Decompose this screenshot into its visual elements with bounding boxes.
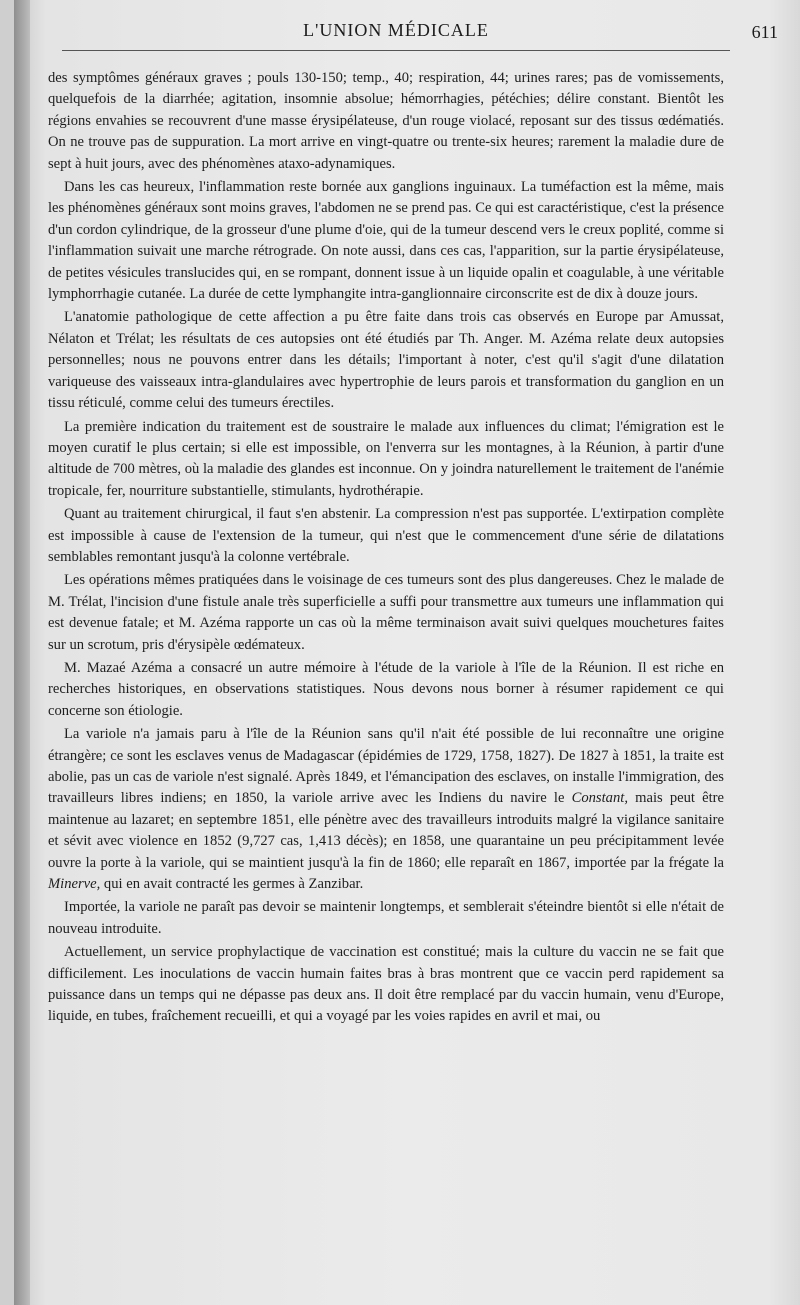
- journal-title: L'UNION MÉDICALE: [303, 20, 489, 40]
- ship-name-constant: Constant,: [571, 790, 628, 807]
- paragraph-operations-danger: Les opérations mêmes pratiquées dans le voisinage de ces tumeurs sont des plus dangereuses. Chez le malade de M. Trélat, l'incision d'une fistule anale très superficielle a suffi pour transmettre aux tumeurs une inflammation qui est devenue fatale; et M. Azéma rapporte un cas où la même terminaison avait suivi quelques mouchetures faites sur un scrotum, pris d'érysipèle œdémateux.: [48, 572, 724, 653]
- article-text: [48, 68, 724, 1030]
- paragraph-symptoms: des symptômes généraux graves ; pouls 130-150; temp., 40; respiration, 44; urines rares; pas de vomissements, quelquefois de la diarrhée; agitation, insomnie absolue; hémorrhagies, pétéchies; délire constant. Bientôt les régions envahies se recouvrent d'une masse érysipélateuse, d'un rouge violacé, reposant sur des tissus œdématiés. On ne trouve pas de suppuration. La mort arrive en vingt-quatre ou trente-six heures; rarement la maladie dure de sept à huit jours, avec des phénomènes ataxo-adynamiques.: [48, 70, 724, 172]
- ship-name-minerve: Minerve,: [48, 876, 101, 893]
- variola-history-start: La variole n'a jamais paru à l'île de la Réunion sans qu'il n'ait été possible de lui reconnaître une origine étrangère; ce sont les esclaves venus de Madagascar (épidémies de 1729, 1758, 1827). De 1827 à 1851, la traite est abolie, pas un cas de variole n'est signalé. Après 1849, et l'émancipation des esclaves, on installe l'immigration, des travailleurs libres indiens; en 1850, la variole arrive avec les Indiens du navire le: [48, 726, 724, 807]
- variola-history-middle: mais peut être maintenue au lazaret; en septembre 1851, elle pénètre avec des travailleurs introduits malgré la vigilance sanitaire et sévit avec violence en 1852 (9,727 cas, 1,413 décès); en 1858, une quarantaine un peu précipitamment levée ouvre la porte à la variole, qui se maintient jusqu'à la fin de 1860; elle reparaît en 1867, importée par la frégate la: [48, 790, 724, 871]
- paragraph-vaccination-service: Actuellement, un service prophylactique de vaccination est constitué; mais la culture du vaccin ne se fait que difficilement. Les inoculations de vaccin humain faites bras à bras montrent que ce vaccin perd rapidement sa puissance dans un temps qui ne dépasse pas deux ans. Il doit être remplacé par du vaccin humain, venu d'Europe, liquide, en tubes, fraîchement recueilli, et qui a voyagé par les voies rapides en avril et mai, ou: [48, 944, 724, 1025]
- running-header: [62, 20, 778, 51]
- paragraph-imported-variola: Importée, la variole ne paraît pas devoir se maintenir longtemps, et semblerait s'éteindre bientôt si elle n'était de nouveau introduite.: [48, 899, 724, 937]
- page-gutter-shadow: [14, 0, 30, 1305]
- paragraph-favorable-cases: Dans les cas heureux, l'inflammation reste bornée aux ganglions inguinaux. La tuméfaction est la même, mais les phénomènes généraux sont moins graves, l'abdomen ne se prend pas. Ce qui est caractéristique, c'est la présence d'un cordon cylindrique, de la grosseur d'une plume d'oie, qui de la tumeur descend vers le creux poplité, comme si l'inflammation suivait une marche rétrograde. On note aussi, dans ces cas, l'apparition, sur la partie érysipélateuse, de petites vésicules translucides qui, en se rompant, donnent issue à un liquide opalin et coagulable, à une véritable lymphorrhagie cutanée. La durée de cette lymphangite intra-ganglionnaire circonscrite est de dix à douze jours.: [48, 179, 724, 303]
- paragraph-variola-memoir: M. Mazaé Azéma a consacré un autre mémoire à l'étude de la variole à l'île de la Réunion. Il est riche en recherches historiques, en observations statistiques. Nous devons nous borner à résumer rapidement ce qui concerne son étiologie.: [48, 659, 724, 719]
- page-number: 611: [751, 22, 778, 42]
- paragraph-surgical-treatment: Quant au traitement chirurgical, il faut s'en abstenir. La compression n'est pas supportée. L'extirpation complète est impossible à cause de l'extension de la tumeur, qui n'est que le commencement d'une série de dilatations semblables remontant jusqu'à la colonne vertébrale.: [48, 506, 724, 565]
- paragraph-variola-history: [48, 724, 724, 895]
- variola-history-end: qui en avait contracté les germes à Zanzibar.: [100, 876, 364, 893]
- paragraph-treatment-indication: La première indication du traitement est de soustraire le malade aux influences du climat; l'émigration est le moyen curatif le plus certain; si elle est impossible, on l'enverra sur les montagnes, à la Réunion, à partir d'une altitude de 700 mètres, où la maladie des glandes est inconnue. On y joindra naturellement le traitement de l'anémie tropicale, fer, nourriture substantielle, stimulants, hydrothérapie.: [48, 418, 724, 499]
- paragraph-pathological-anatomy: L'anatomie pathologique de cette affection a pu être faite dans trois cas observés en Europe par Amussat, Nélaton et Trélat; les résultats de ces autopsies ont été étudiés par Th. Anger. M. Azéma relate deux autopsies personnelles; nous ne pouvons entrer dans les détails; l'important à noter, c'est qu'il s'agit d'une dilatation variqueuse des vaisseaux intra-glandulaires avec hypertrophie de leurs parois et transformation du ganglion en un tissu réticulé, comme celui des tumeurs érectiles.: [48, 309, 724, 412]
- book-page: [14, 0, 800, 1305]
